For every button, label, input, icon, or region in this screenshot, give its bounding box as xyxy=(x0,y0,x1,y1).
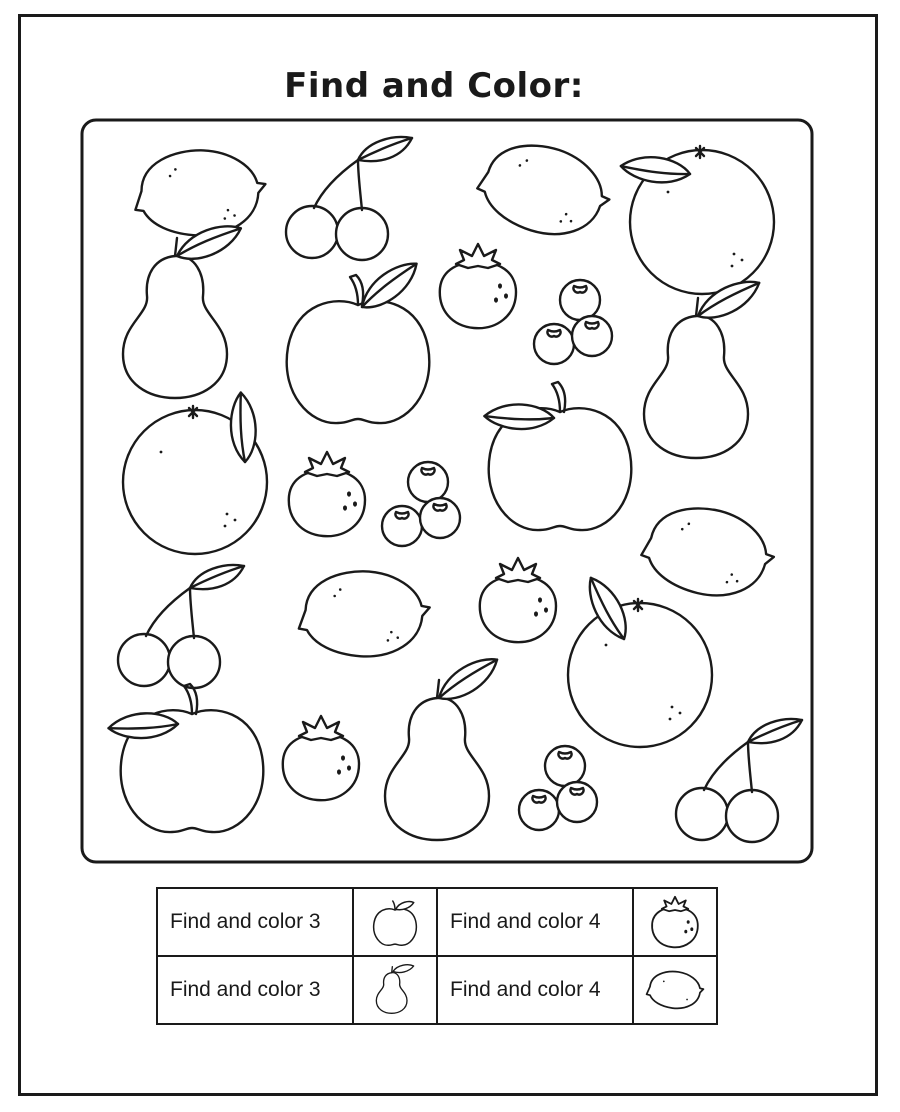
apple-icon xyxy=(353,888,437,956)
key-label: Find and color 4 xyxy=(437,888,633,956)
lemon-1 xyxy=(130,143,270,242)
apple-1 xyxy=(287,261,430,423)
lemon-4 xyxy=(295,567,433,662)
orange-1 xyxy=(619,142,774,294)
strawberry-1 xyxy=(440,244,516,328)
strawberry-icon xyxy=(633,888,717,956)
key-label: Find and color 4 xyxy=(437,956,633,1024)
pear-2 xyxy=(644,280,764,458)
blueberries-1 xyxy=(534,280,612,364)
pear-icon xyxy=(353,956,437,1024)
find-and-color-key xyxy=(156,887,718,1025)
lemon-3 xyxy=(638,502,778,601)
cherries-3 xyxy=(676,719,802,842)
orange-3 xyxy=(568,573,712,747)
key-label: Find and color 3 xyxy=(157,956,353,1024)
key-label: Find and color 3 xyxy=(157,888,353,956)
lemon-2 xyxy=(472,136,617,243)
cherries-1 xyxy=(286,137,412,260)
strawberry-3 xyxy=(480,558,556,642)
lemon-icon xyxy=(633,956,717,1024)
orange-2 xyxy=(123,392,267,554)
apple-2 xyxy=(483,382,631,530)
cherries-2 xyxy=(118,565,244,688)
page-title: Find and Color: xyxy=(284,66,584,106)
key-row xyxy=(157,888,717,956)
pear-3 xyxy=(385,656,504,840)
blueberries-2 xyxy=(382,462,460,546)
apple-3 xyxy=(108,684,264,832)
blueberries-3 xyxy=(519,746,597,830)
key-row xyxy=(157,956,717,1024)
strawberry-2 xyxy=(289,452,365,536)
strawberry-4 xyxy=(283,716,359,800)
pear-1 xyxy=(123,225,243,398)
